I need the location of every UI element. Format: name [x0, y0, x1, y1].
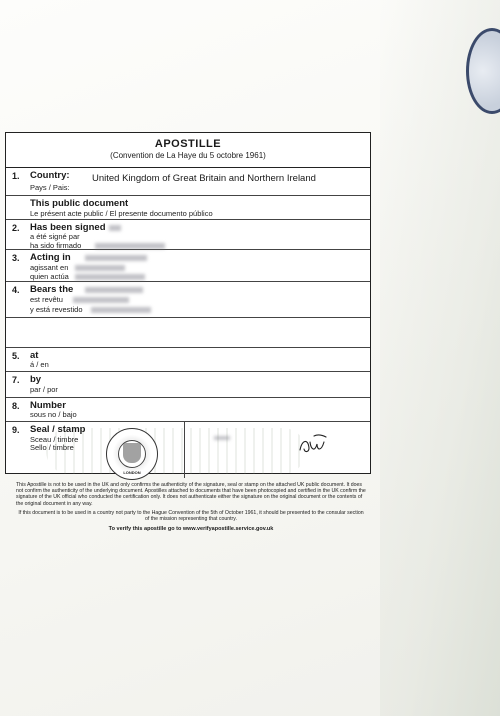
footer-notes: [16, 482, 366, 535]
royal-crest-icon: [123, 443, 141, 463]
redacted-value: [91, 307, 151, 313]
row-number: 7.: [12, 375, 20, 385]
at-sublabel: á / en: [30, 360, 49, 369]
row-signed: [6, 220, 370, 250]
signed-label: Has been signed: [30, 222, 106, 233]
redacted-value: [75, 265, 125, 271]
signed-sublabel-fr: a été signé par: [30, 232, 80, 241]
bears-sublabel-fr: est revêtu: [30, 295, 63, 304]
row-at: [6, 348, 370, 372]
apostille-certificate: [5, 132, 371, 474]
row-number: 5.: [12, 351, 20, 361]
row-acting: [6, 250, 370, 282]
acting-sublabel-fr: agissant en: [30, 263, 69, 272]
redacted-value: [109, 225, 121, 231]
bears-sublabel-es: y está revestido: [30, 305, 83, 314]
row-number: 3.: [12, 253, 20, 263]
redacted-value: [75, 274, 145, 280]
seal-label: Seal / stamp: [30, 424, 86, 435]
signed-sublabel-es: ha sido firmado: [30, 241, 82, 250]
row-public-document: [6, 196, 370, 220]
row-number: 1.: [12, 171, 20, 181]
number-sublabel: sous no / bajo: [30, 410, 77, 419]
seal-divider: [184, 422, 185, 478]
certificate-header: [6, 133, 370, 168]
certificate-subtitle: (Convention de La Haye du 5 octobre 1961): [110, 151, 266, 160]
footer-hague-note: If this document is to be used in a country not party to the Hague Convention of the 5th of October 1961, it should be presented to the consular section of the mission representing that country.: [18, 509, 364, 523]
country-label: Country:: [30, 170, 70, 181]
redacted-value: [95, 243, 165, 249]
by-label: by: [30, 374, 42, 385]
by-sublabel: par / por: [30, 385, 58, 394]
redacted-value: [73, 297, 129, 303]
row-bears: [6, 282, 370, 318]
acting-sublabel-es: quien actúa: [30, 272, 69, 281]
signature-icon: [296, 430, 336, 460]
seal-sublabel-es: Sello / timbre: [30, 443, 74, 452]
seal-sublabel-fr: Sceau / timbre: [30, 435, 79, 444]
row-number: [6, 398, 370, 422]
row-blank: [6, 318, 370, 348]
seal-text: LONDON: [123, 470, 141, 475]
redacted-value: [214, 436, 230, 440]
country-value: United Kingdom of Great Britain and Northern Ireland: [92, 173, 316, 184]
row-number: 8.: [12, 401, 20, 411]
certificate-title: APOSTILLE: [154, 138, 222, 150]
country-sublabel: Pays / Pais:: [30, 183, 70, 192]
bears-label: Bears the: [30, 284, 74, 295]
row-seal: [6, 422, 370, 478]
number-label: Number: [30, 400, 66, 411]
row-number: 2.: [12, 223, 20, 233]
official-seal-icon: [106, 428, 158, 480]
row-number: 4.: [12, 285, 20, 295]
acting-label: Acting in: [30, 252, 71, 263]
at-label: at: [30, 350, 39, 361]
row-by: [6, 372, 370, 398]
verify-link-text: To verify this apostille go to www.verifyapostille.service.gov.uk: [108, 526, 274, 533]
row-country: [6, 168, 370, 196]
public-document-label: This public document: [30, 198, 129, 209]
row-number: 9.: [12, 425, 20, 435]
redacted-value: [85, 255, 147, 261]
redacted-value: [85, 287, 143, 293]
public-document-sublabel: Le présent acte public / El presente documento público: [30, 209, 213, 218]
footer-disclaimer: This Apostille is not to be used in the UK and only confirms the authenticity of the signature, seal or stamp on the attached UK public document. It does not confirm the authenticity of the underlying document. Apostilles attached to documents that have been photocopied and certified in the UK confirm the signature of the UK official who conducted the certification only. It does not authenticate either the signature on the original document or the contents of the original document in any way.: [16, 482, 366, 507]
